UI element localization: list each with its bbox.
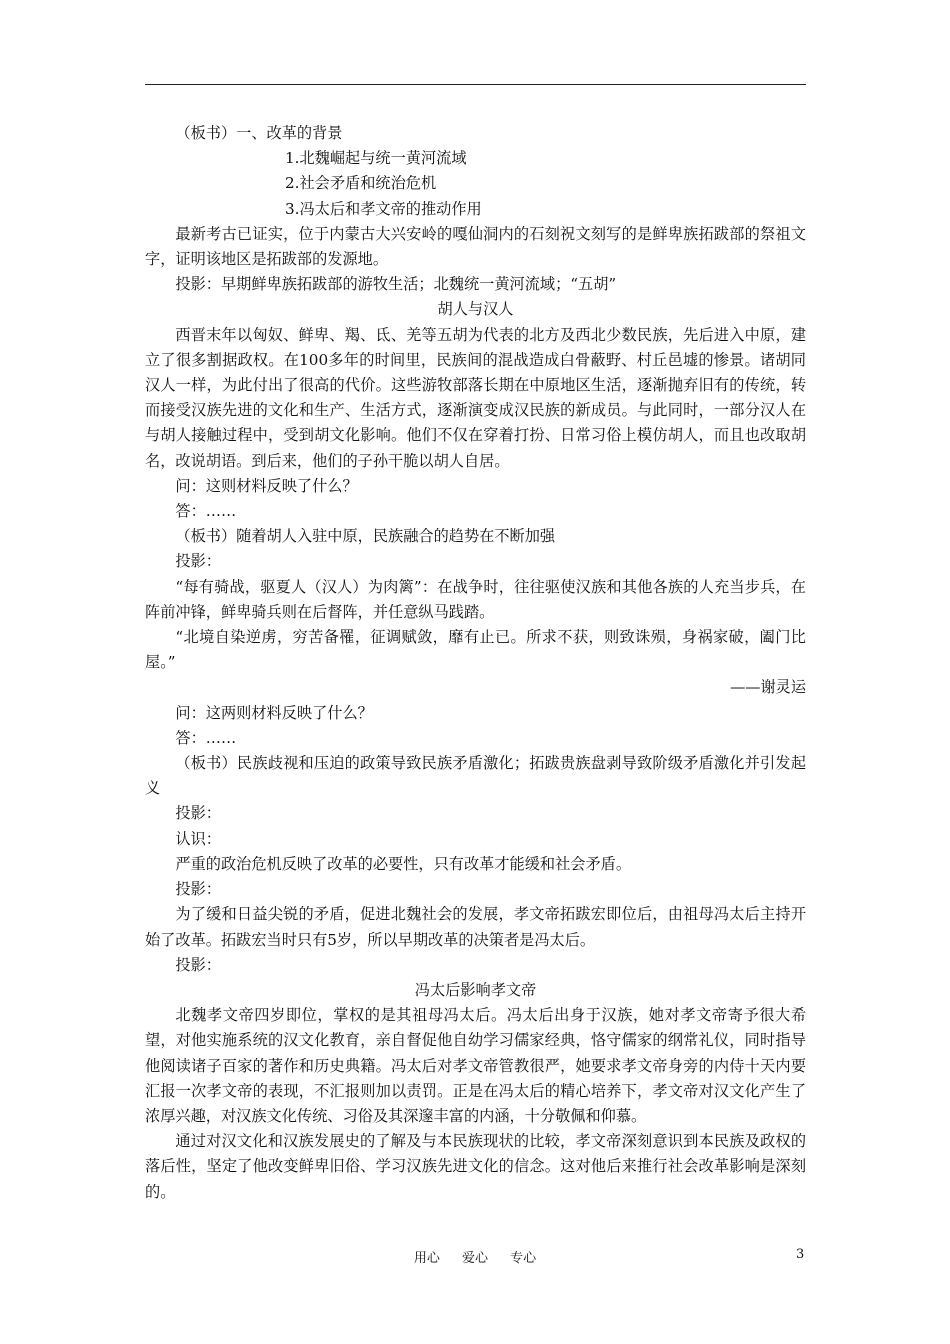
paragraph: 问：这则材料反映了什么？ bbox=[175, 476, 358, 495]
page-number: 3 bbox=[796, 1247, 805, 1262]
paragraph: 冯太后影响孝文帝 bbox=[414, 980, 537, 999]
paragraph: 通过对汉文化和汉族发展史的了解及与本民族现状的比较，孝文帝深刻意识到本民族及政权的落后性，坚定了他改变鲜卑旧俗、学习汉族先进文化的信念。这对他后来推行社会改革影响是深刻的。 bbox=[145, 1132, 806, 1201]
paragraph: 严重的政治危机反映了改革的必要性，只有改革才能缓和社会矛盾。 bbox=[175, 854, 632, 873]
paragraph: 胡人与汉人 bbox=[437, 300, 514, 319]
paragraph: 认识： bbox=[175, 829, 221, 848]
paragraph: 1.北魏崛起与统一黄河流域 bbox=[285, 149, 467, 168]
header-rule bbox=[145, 84, 806, 85]
document-body bbox=[145, 121, 806, 1205]
paragraph: （板书）民族歧视和压迫的政策导致民族矛盾激化；拓跋贵族盘剥导致阶级矛盾激化并引发起义 bbox=[145, 754, 806, 798]
paragraph: 投影： bbox=[175, 880, 221, 899]
paragraph: 答：…… bbox=[175, 502, 237, 521]
paragraph: ——谢灵运 bbox=[730, 678, 806, 697]
paragraph: 投影： bbox=[175, 955, 221, 974]
paragraph: 为了缓和日益尖锐的矛盾，促进北魏社会的发展，孝文帝拓跋宏即位后，由祖母冯太后主持开始了改革。拓跋宏当时只有5岁，所以早期改革的决策者是冯太后。 bbox=[145, 905, 806, 949]
paragraph: “每有骑战，驱夏人（汉人）为肉篱”：在战争时，往往驱使汉族和其他各族的人充当步兵，在阵前冲锋，鲜卑骑兵则在后督阵，并任意纵马践踏。 bbox=[145, 577, 806, 621]
paragraph: 3.冯太后和孝文帝的推动作用 bbox=[285, 199, 482, 218]
paragraph: 问：这两则材料反映了什么？ bbox=[175, 703, 373, 722]
paragraph: 答：…… bbox=[175, 728, 237, 747]
paragraph: 投影： bbox=[175, 552, 221, 571]
paragraph: 最新考古已证实，位于内蒙古大兴安岭的嘎仙洞内的石刻祝文刻写的是鲜卑族拓跋部的祭祖文字，证明该地区是拓跋部的发源地。 bbox=[145, 224, 806, 269]
paragraph: 北魏孝文帝四岁即位，掌权的是其祖母冯太后。冯太后出身于汉族，她对孝文帝寄予很大希望，对他实施系统的汉文化教育，亲自督促他自幼学习儒家经典，恪守儒家的纲常礼仪，同时指导他阅读诸子百家的著作和历史典籍。冯太后对孝文帝管教很严，她要求孝文帝身旁的内侍十天内要汇报一次孝文帝的表现，不汇报则加以责罚。正是在冯太后的精心培养下，孝文帝对汉文化产生了浓厚兴趣，对汉族文化传统、习俗及其深邃丰富的内涵，十分敬佩和仰慕。 bbox=[145, 1006, 806, 1125]
paragraph: 投影： bbox=[175, 804, 221, 823]
paragraph: （板书）一、改革的背景 bbox=[175, 124, 343, 142]
footer-motto: 用心 爱心 专心 bbox=[413, 1251, 537, 1266]
paragraph: “北境自染逆虏，穷苦备罹，征调赋敛，靡有止已。所求不获，则致诛殒，身祸家破，阖门比屋。” bbox=[145, 628, 806, 672]
paragraph: 2.社会矛盾和统治危机 bbox=[285, 174, 437, 193]
paragraph: （板书）随着胡人入驻中原，民族融合的趋势在不断加强 bbox=[175, 527, 556, 546]
paragraph: 西晋末年以匈奴、鲜卑、羯、氐、羌等五胡为代表的北方及西北少数民族，先后进入中原，建立了很多割据政权。在100多年的时间里，民族间的混战造成白骨蔽野、村丘邑墟的惨景。诸胡同汉人一样，为此付出了很高的代价。这些游牧部落长期在中原地区生活，逐渐抛弃旧有的传统，转而接受汉族先进的文化和生产、生活方式，逐渐演变成汉民族的新成员。与此同时，一部分汉人在与胡人接触过程中，受到胡文化影响。他们不仅在穿着打扮、日常习俗上模仿胡人，而且也改取胡名，改说胡语。到后来，他们的子孙干脆以胡人自居。 bbox=[145, 325, 806, 470]
paragraph: 投影：早期鲜卑族拓跋部的游牧生活；北魏统一黄河流域；“五胡” bbox=[175, 275, 617, 294]
